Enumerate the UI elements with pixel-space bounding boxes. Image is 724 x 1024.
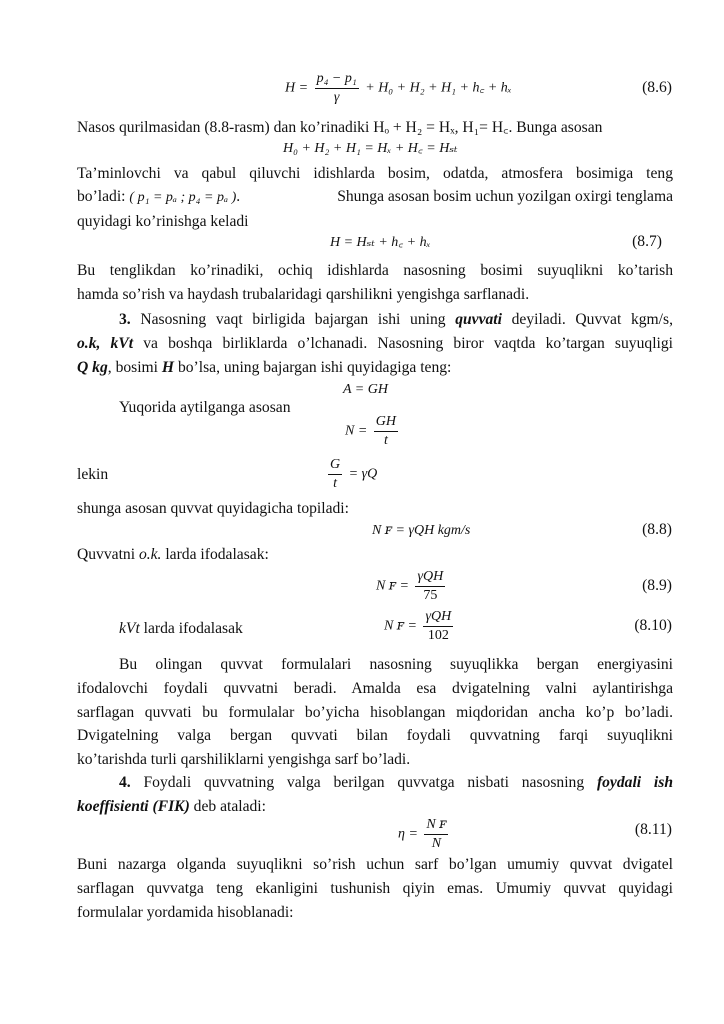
text-line: Ta’minlovchi va qabul qiluvchi idishlarda bosim, odatda, atmosfera bosimiga teng: [77, 165, 673, 182]
text-fragment: Shunga asosan bosim uchun yozilgan oxirgi tenglama: [337, 188, 673, 205]
text-line: sarflagan quvvati bu formulalar bo’yicha hisoblangan miqdoridan ancha ko’p bo’ladi.: [77, 704, 673, 721]
equation-g-over-t-fraction: [328, 458, 342, 491]
text-line: [77, 617, 673, 641]
text-line: [77, 771, 673, 795]
equation-power: [345, 415, 401, 448]
equation-number-8-7: (8.7): [632, 233, 662, 250]
equation-8-6-numerator: p₄ − p₁: [315, 72, 359, 89]
equation-8-6-rest: + H₀ + H₂ + H₁ + h꜀ + hₓ: [365, 80, 512, 96]
text-line: [77, 332, 673, 356]
text-fragment: va boshqa birliklarda o’lchanadi. Nasosning biror vaqtda ko’targan suyuqligi: [133, 335, 673, 352]
equation-8-10-fraction: [423, 610, 453, 643]
text-fragment: deb ataladi:: [189, 798, 266, 815]
text-line: Bu olingan quvvat formulalari nasosning suyuqlikka bergan energiyasini: [119, 656, 673, 673]
equation-8-6-denominator: γ: [333, 90, 340, 105]
term-quvvati: quvvati: [455, 311, 502, 328]
equation-8-11: [398, 818, 451, 851]
text-line: shunga asosan quvvat quyidagicha topiladi:: [77, 500, 349, 517]
text-line: [77, 308, 673, 332]
equation-number-8-11: (8.11): [634, 821, 672, 838]
text-line: formulalar yordamida hisoblanadi:: [77, 904, 294, 921]
equation-g-over-t-numerator: G: [328, 458, 342, 475]
equation-8-7: H = Hₛₜ + h꜀ + hₓ: [330, 235, 431, 250]
text-fragment: bo’ladi:: [77, 188, 126, 205]
units-term: kVt: [119, 620, 140, 637]
equation-g-over-t-rhs: = γQ: [348, 466, 378, 482]
text-line: [77, 356, 673, 380]
text-line: ifodalovchi foydali quvvatni beradi. Amalda esa dvigatelning valni aylantirishga: [77, 680, 673, 697]
equation-8-11-denominator: N: [431, 836, 442, 851]
equation-g-over-t-denominator: t: [333, 476, 337, 491]
equation-8-9-lhs: N ꜰ =: [376, 578, 409, 594]
equation-8-10: [384, 610, 456, 643]
equation-8-11-numerator: N ꜰ: [424, 818, 448, 835]
equation-power-fraction: [374, 415, 398, 448]
text-line: [77, 795, 673, 819]
text-line: ko’tarishda turli qarshiliklarni yengishga sarf bo’ladi.: [77, 751, 411, 768]
equation-8-9-fraction: [415, 570, 445, 603]
equation-8-6: [285, 72, 512, 105]
text-line: hamda so’rish va haydash trubalaridagi qarshilikni yengishga sarflanadi.: [77, 286, 530, 303]
text-line: Dvigatelning valga bergan quvvati bilan foydali quvvatning farqi suyuqlikni: [77, 727, 673, 744]
text-fragment: larda ifodalasak:: [161, 546, 269, 563]
text-fragment: bo’lsa, uning bajargan ishi quyidagiga teng:: [174, 359, 452, 376]
equation-8-6-lhs: H =: [285, 80, 309, 96]
text-line: Buni nazarga olganda suyuqlikni so’rish uchun sarf bo’lgan umumiy quvvat dvigatel: [77, 856, 673, 873]
equation-power-denominator: t: [383, 433, 388, 448]
equation-work: A = GH: [343, 382, 388, 397]
equation-power-numerator: GH: [374, 415, 398, 432]
equation-number-8-9: (8.9): [642, 577, 672, 594]
equation-8-10-numerator: γQH: [423, 610, 453, 627]
text-fragment: Nasosning vaqt birligida bajargan ishi uning: [130, 311, 456, 328]
text-fragment: Quvvatni: [77, 546, 139, 563]
paragraph-number: 3.: [119, 311, 131, 328]
equation-8-11-lhs: η =: [398, 826, 418, 842]
term-fik: koeffisienti (FIK): [77, 798, 190, 815]
equation-number-8-10: (8.10): [634, 617, 672, 634]
equation-8-9-numerator: γQH: [415, 570, 445, 587]
text-line: bo’ladi: ( p₁ = pₐ ; p₄ = pₐ ). Shunga asosan bosim uchun yozilgan oxirgi tenglama: [77, 185, 673, 210]
equation-8-8: N ꜰ = γQH kgm/s: [372, 523, 471, 538]
equation-8-11-fraction: [424, 818, 448, 851]
text-line: lekin: [77, 466, 109, 483]
text-line: Nasos qurilmasidan (8.8-rasm) dan ko’rinadiki Hₒ + H₂ = Hₓ, H₁= H꜀. Bunga asosan: [77, 119, 603, 136]
equation-power-lhs: N =: [345, 423, 368, 439]
text-fragment: Foydali quvvatning valga berilgan quvvatga nisbati nasosning: [130, 774, 597, 791]
equation-8-10-lhs: N ꜰ =: [384, 618, 417, 634]
text-fragment: deyiladi. Quvvat kgm/s,: [501, 311, 673, 328]
text-fragment: larda ifodalasak: [139, 620, 243, 637]
equation-number-8-6: (8.6): [642, 79, 672, 96]
text-line: sarflagan quvvatga teng ekanligini tushunish qiyin emas. Umumiy quvvat quyidagi: [77, 880, 673, 897]
units-term: o.k, kVt: [77, 335, 134, 352]
text-line: [77, 543, 673, 567]
text-line: Bu tenglikdan ko’rinadiki, ochiq idishlarda nasosning bosimi suyuqlikni ko’tarish: [77, 262, 673, 279]
units-term: o.k.: [138, 546, 162, 563]
term-fik: foydali ish: [596, 774, 673, 791]
term-q-kg: Q kg: [77, 359, 108, 376]
pressure-condition: ( p₁ = pₐ ; p₄ = pₐ ): [129, 190, 237, 205]
text-fragment: , bosimi: [107, 359, 162, 376]
equation-8-9: [376, 570, 448, 603]
equation-h-sum: H₀ + H₂ + H₁ = Hₓ + H꜀ = Hₛₜ: [283, 141, 458, 156]
term-h: H: [161, 359, 175, 376]
paragraph-number: 4.: [119, 774, 131, 791]
equation-number-8-8: (8.8): [642, 521, 672, 538]
equation-g-over-t: [325, 458, 377, 491]
equation-8-9-denominator: 75: [423, 588, 438, 603]
equation-8-10-denominator: 102: [427, 628, 449, 643]
text-line: Yuqorida aytilganga asosan: [119, 399, 291, 416]
equation-8-6-fraction: [315, 72, 359, 105]
text-line: quyidagi ko’rinishga keladi: [77, 213, 249, 230]
